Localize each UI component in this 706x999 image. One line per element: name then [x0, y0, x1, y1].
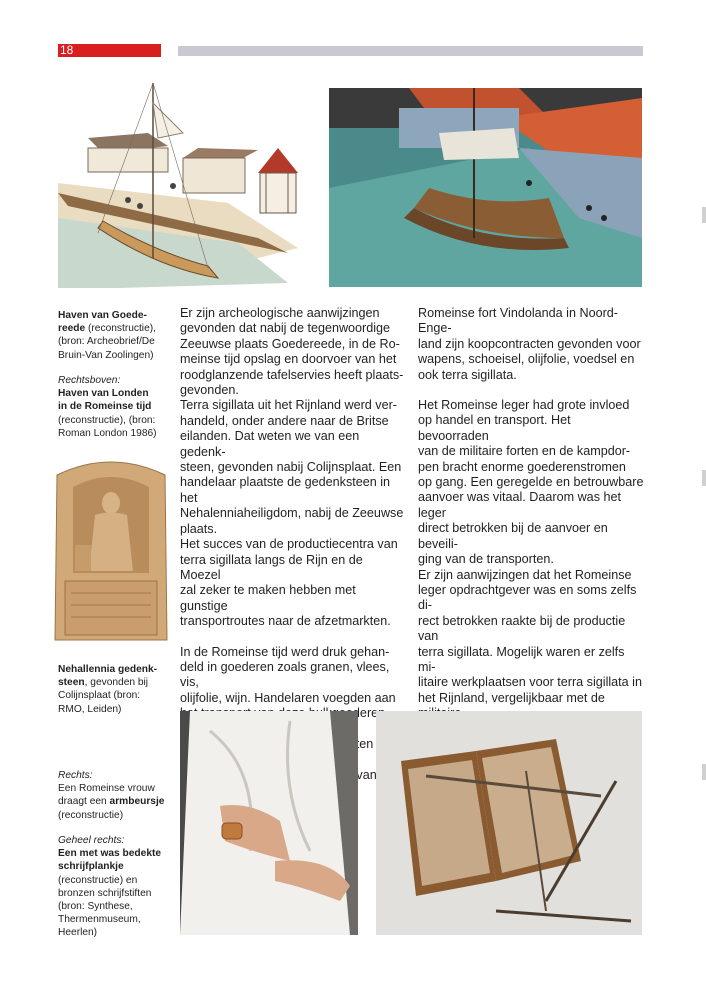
caption-title: Nehallennia gedenk- — [58, 664, 158, 675]
body-text-line: Nehalenniaheiligdom, nabij de Zeeuwse — [180, 506, 404, 521]
caption-text: Colijnsplaat (bron: — [58, 690, 141, 702]
body-text-line: Terra sigillata uit het Rijnland werd ver- — [180, 398, 397, 413]
body-text-line: van — [356, 767, 377, 782]
body-text-line: Er zijn archeologische aanwijzingen — [180, 306, 380, 320]
paragraph-gap — [418, 383, 644, 398]
caption-title: armbeursje — [109, 796, 165, 808]
body-text-line: Het Romeinse leger had grote invloed — [418, 398, 630, 413]
caption-goedereede — [58, 309, 170, 362]
caption-london — [58, 374, 170, 440]
caption-label: Rechtsboven: — [58, 375, 121, 386]
nehalennia-stone-photo — [53, 455, 169, 644]
caption-writing-tablet — [58, 834, 170, 940]
edge-mark — [702, 764, 706, 780]
body-text-line: gevonden dat nabij de tegenwoordige — [180, 321, 391, 336]
caption-text: Bruin-Van Zoolingen) — [58, 349, 154, 361]
wax-tablet-styli-photo — [376, 711, 642, 935]
caption-text: RMO, Leiden) — [58, 703, 122, 715]
body-text-line: het Rijnland, vergelijkbaar met de — [418, 690, 605, 705]
caption-text: (reconstructie), (bron: — [58, 414, 156, 426]
goedereede-harbour-illustration — [58, 78, 320, 288]
caption-text: Heerlen) — [58, 927, 98, 939]
body-text-line: terra sigillata langs de Rijn en de Moezel — [180, 552, 363, 582]
caption-text: (reconstructie) — [58, 809, 124, 821]
body-text-line: eilanden. Dat weten we van een gedenk- — [180, 429, 360, 459]
body-text-line: op handel en transport. Het bevoorraden — [418, 413, 571, 443]
body-text-line: aanvoer was vitaal. Daarom was het leger — [418, 490, 621, 520]
caption-text: (bron: Archeobrief/De — [58, 336, 155, 348]
body-text-line: van de militaire forten en de kampdor- — [418, 444, 631, 459]
body-text-line: terra sigillata. Mogelijk waren er zelfs mi- — [418, 644, 625, 674]
caption-title: Haven van Goede- — [58, 310, 147, 321]
body-text-line: Het succes van de productiecentra van — [180, 537, 398, 552]
body-text-line: Zeeuwse plaats Goedereede, in de Ro- — [180, 336, 400, 351]
edge-mark — [702, 470, 706, 486]
body-text-line: direct betrokken bij de aanvoer en beveili- — [418, 521, 608, 551]
caption-text: draagt een — [58, 796, 110, 808]
caption-text: bronzen schrijfstiften — [58, 887, 152, 899]
body-text-line: handelaar plaatste de gedenksteen in het — [180, 475, 391, 505]
body-text-line: gevonden. — [180, 383, 239, 398]
caption-label: Geheel rechts: — [58, 835, 125, 846]
caption-text: Een Romeinse vrouw — [58, 783, 155, 795]
page-number: 18 — [58, 44, 161, 57]
body-text-line: wapens, schoeisel, olijfolie, voedsel en — [418, 352, 635, 367]
paragraph-gap — [180, 630, 406, 645]
body-text-line: land zijn koopcontracten gevonden voor — [418, 336, 641, 351]
body-text-line: ook terra sigillata. — [418, 367, 517, 382]
body-text-line: pen bracht enorme goederenstromen — [418, 459, 626, 474]
caption-title: Haven van Londen — [58, 388, 149, 400]
caption-text: (reconstructie), — [85, 323, 156, 335]
caption-text: (bron: Synthese, — [58, 901, 133, 913]
caption-text: Roman London 1986) — [58, 427, 157, 439]
body-text-line: rect betrokken raakte bij de productie van — [418, 613, 626, 644]
edge-mark — [702, 207, 706, 223]
body-text-line: litaire werkplaatsen voor terra sigillata in — [418, 675, 642, 690]
caption-title: reede — [58, 323, 86, 335]
body-text-line: op gang. Een geregelde en betrouwbare — [418, 475, 644, 490]
body-text-line: plaats. — [180, 521, 218, 536]
caption-title: in de Romeinse tijd — [58, 401, 152, 413]
body-text-line: leger opdrachtgever was en soms zelfs di- — [418, 582, 637, 613]
roman-woman-armpurse-photo — [180, 711, 358, 935]
caption-roman-woman — [58, 769, 170, 822]
body-text-line: olijfolie, wijn. Handelaren voegden aan — [180, 690, 396, 705]
body-text-line: handeld, onder andere naar de Britse — [180, 413, 389, 428]
body-text-line: Romeinse fort Vindolanda in Noord-Enge- — [418, 306, 618, 336]
body-text-line: zal zeker te maken hebben met gunstige — [180, 583, 356, 613]
body-text-line: ging van de transporten. — [418, 552, 554, 567]
caption-title: steen — [58, 677, 85, 689]
body-text-line: roodglanzende tafelservies heeft plaats- — [180, 367, 404, 382]
caption-label: Rechts: — [58, 770, 93, 781]
body-text-line: In de Romeinse tijd werd druk gehan- — [180, 644, 390, 659]
caption-title: schrijfplankje — [58, 861, 124, 873]
body-text-line: meinse tijd opslag en doorvoer van het — [180, 352, 397, 367]
caption-text: (reconstructie) en — [58, 874, 138, 886]
body-text-line: transportroutes naar de afzetmarkten. — [180, 614, 391, 629]
body-text-line: deld in goederen zoals granen, vlees, vis, — [180, 659, 390, 690]
body-text-line: Er zijn aanwijzingen dat het Romeinse — [418, 567, 632, 582]
body-text-line: steen, gevonden nabij Colijnsplaat. Een — [180, 460, 402, 475]
header-bar — [178, 46, 643, 56]
london-harbour-model-photo — [329, 88, 642, 287]
caption-text: Thermenmuseum, — [58, 914, 141, 926]
caption-nehalennia — [58, 663, 170, 716]
caption-title: Een met was bedekte — [58, 848, 162, 860]
caption-text: , gevonden bij — [84, 677, 149, 689]
